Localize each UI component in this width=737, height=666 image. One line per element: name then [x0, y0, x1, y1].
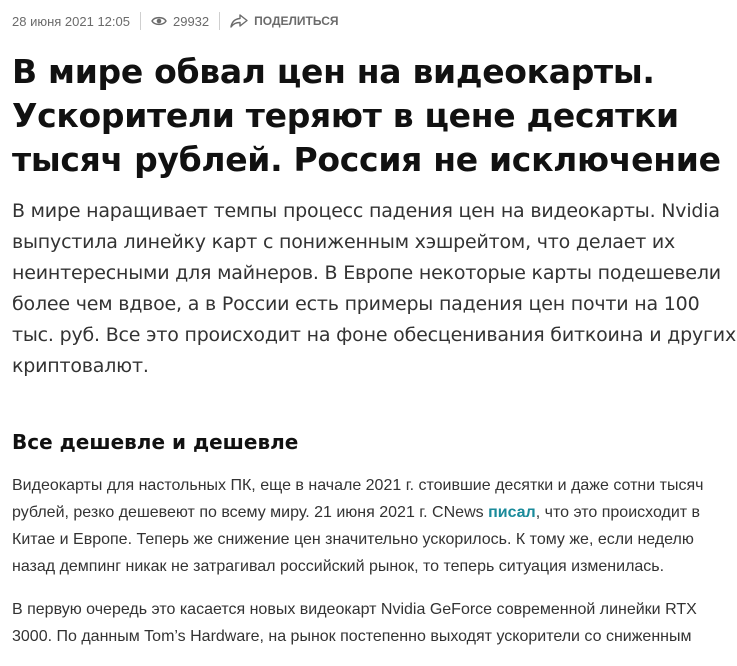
paragraph-1-text-end: , что это происходит в Китае и Европе. Теперь же снижение цен значительно ускорилось. К тому же, если неделю назад демпинг никак не затрагивал российский рынок, то теперь ситуация изменилась. — [12, 504, 701, 575]
article-lead: В мире наращивает темпы процесс падения цен на видеокарты. Nvidia выпустила линейку карт с пониженным хэшрейтом, что делает их неинтересными для майнеров. В Европе некоторые карты подешевели более чем вдвое, а в России есть примеры падения цен почти на 100 тыс. руб. Все это происходит на фоне обесценивания биткоина и других криптовалют. — [12, 200, 736, 377]
share-button[interactable] — [230, 14, 338, 28]
paragraph-2: В первую очередь это касается новых видеокарт Nvidia GeForce современной линейки RTX 3000. По данным Tom’s Hardware, на рынок постепенно выходят ускорители со сниженным — [12, 601, 697, 645]
paragraph-1-text-start: Видеокарты для настольных ПК, еще в начале 2021 г. стоившие десятки и даже сотни тысяч рублей, резко дешевеют по всему миру. 21 июня 2021 г. CNews — [12, 477, 704, 521]
article — [12, 0, 734, 650]
article-meta — [12, 0, 734, 42]
meta-divider — [219, 12, 220, 30]
meta-divider — [140, 12, 141, 30]
share-arrow-icon — [230, 14, 248, 28]
inline-link-pisal[interactable]: писал — [488, 504, 536, 521]
section-heading: Все дешевле и дешевле — [12, 430, 299, 454]
share-label: ПОДЕЛИТЬСЯ — [254, 14, 339, 28]
article-title: В мире обвал цен на видеокарты. Ускорители теряют в цене десятки тысяч рублей. Россия не исключение — [12, 52, 721, 179]
publish-date: 28 июня 2021 12:05 — [12, 13, 130, 29]
eye-icon — [151, 15, 167, 27]
views-count: 29932 — [172, 13, 210, 29]
views-counter — [151, 14, 209, 29]
paragraph-1 — [12, 472, 734, 580]
